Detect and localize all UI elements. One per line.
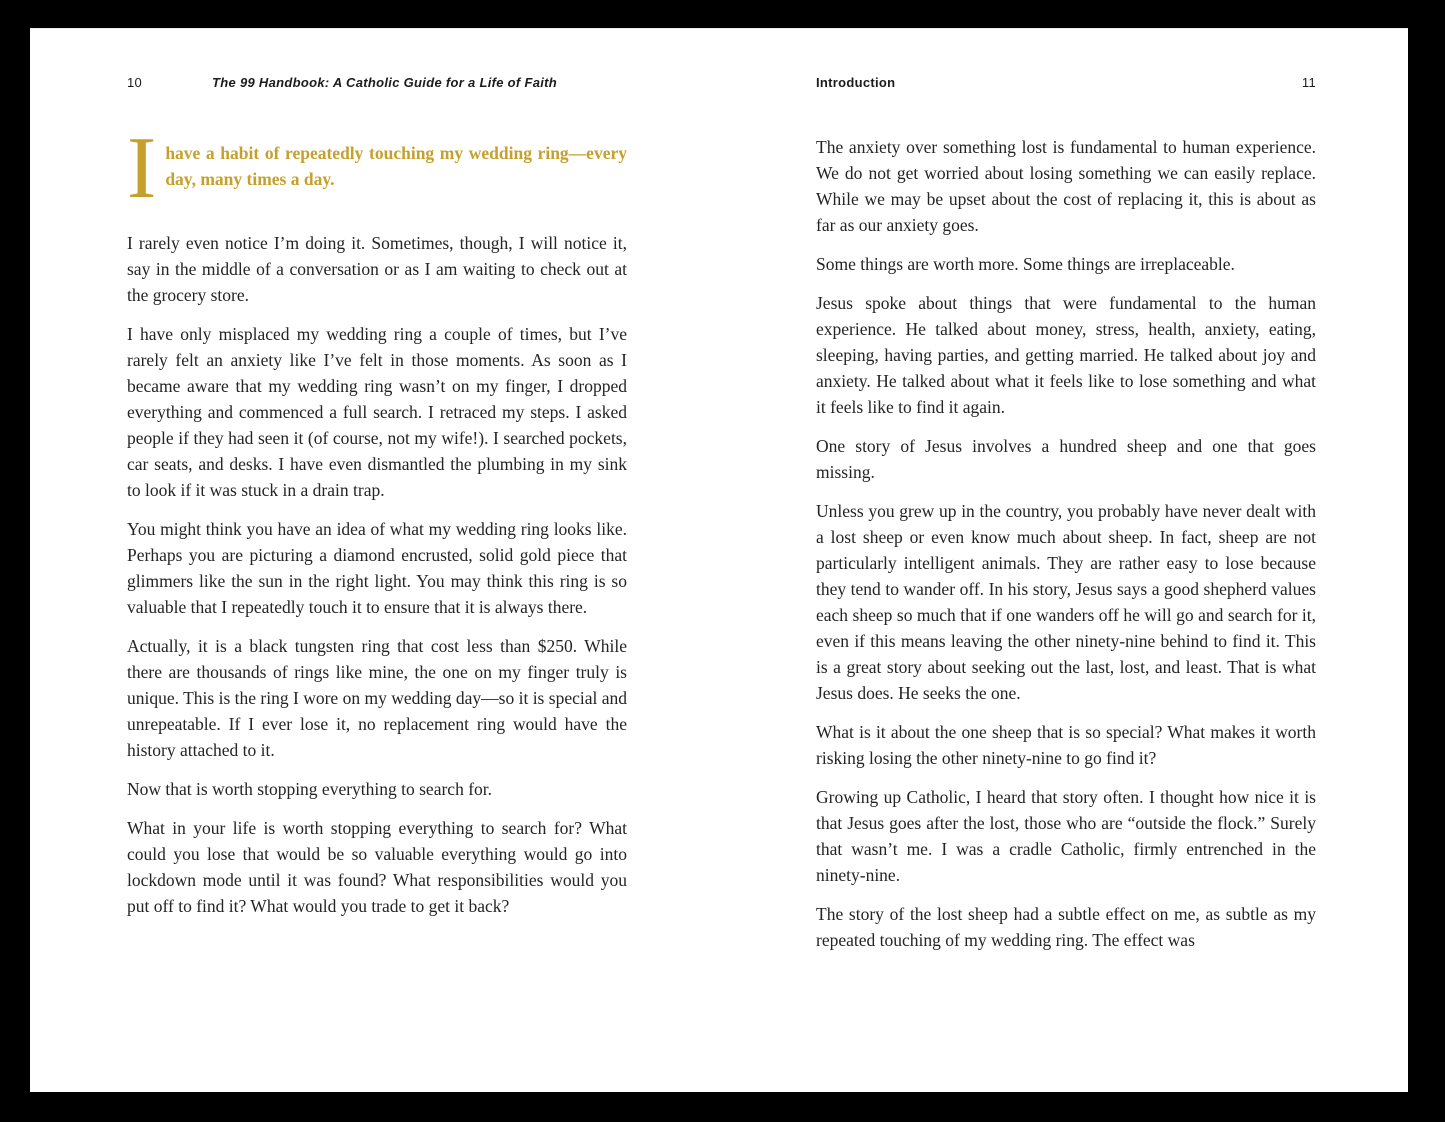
running-header-left xyxy=(127,75,627,90)
book-spread xyxy=(30,28,1408,1092)
paragraph: One story of Jesus involves a hundred sheep and one that goes missing. xyxy=(816,436,1316,482)
opening-line: have a habit of repeatedly touching my wedding ring—every day, many times a day. xyxy=(165,143,627,189)
paragraph: Now that is worth stopping everything to search for. xyxy=(127,779,493,799)
paragraph-list-left xyxy=(127,230,627,919)
paragraph: Growing up Catholic, I heard that story often. I thought how nice it is that Jesus goes after the lost, those who are “outside the flock.” Surely that wasn’t me. I was a cradle Catholic, firmly entrenched in the ninety-nine. xyxy=(816,787,1316,885)
paragraph: I have only misplaced my wedding ring a couple of times, but I’ve rarely felt an anxiety like I’ve felt in those moments. As soon as I became aware that my wedding ring wasn’t on my finger, I dropped everything and commenced a full search. I retraced my steps. I asked people if they had seen it (of course, not my wife!). I searched pockets, car seats, and desks. I have even dismantled the plumbing in my sink to look if it was stuck in a drain trap. xyxy=(127,324,627,500)
paragraph: I rarely even notice I’m doing it. Sometimes, though, I will notice it, say in the middle of a conversation or as I am waiting to check out at the grocery store. xyxy=(127,233,627,305)
paragraph: Unless you grew up in the country, you probably have never dealt with a lost sheep or even know much about sheep. In fact, sheep are not particularly intelligent animals. They are rather easy to lose because they tend to wander off. In his story, Jesus says a good shepherd values each sheep so much that if one wanders off he will go and search for it, even if this means leaving the other ninety-nine behind to find it. This is a great story about seeking out the last, lost, and least. That is what Jesus does. He seeks the one. xyxy=(816,501,1316,703)
page-right xyxy=(719,29,1408,1092)
chapter-title-running-header: Introduction xyxy=(816,75,896,90)
book-title-running-header: The 99 Handbook: A Catholic Guide for a Life of Faith xyxy=(212,75,558,90)
page-left xyxy=(30,29,719,1092)
page-body-right xyxy=(816,134,1316,953)
drop-cap: I xyxy=(127,120,157,217)
paragraph: Some things are worth more. Some things are irreplaceable. xyxy=(816,254,1235,274)
page-number-right: 11 xyxy=(1301,75,1316,90)
running-header-right xyxy=(816,75,1316,90)
paragraph: Jesus spoke about things that were fundamental to the human experience. He talked about money, stress, health, anxiety, eating, sleeping, having parties, and getting married. He talked about joy and anxiety. He talked about what it feels like to lose something and what it feels like to find it again. xyxy=(816,293,1316,417)
paragraph: The anxiety over something lost is fundamental to human experience. We do not get worried about losing something we can easily replace. While we may be upset about the cost of replacing it, this is about as far as our anxiety goes. xyxy=(816,137,1316,235)
paragraph-list-right xyxy=(816,134,1316,953)
paragraph: What in your life is worth stopping everything to search for? What could you lose that would be so valuable everything would go into lockdown mode until it was found? What responsibilities would you put off to find it? What would you trade to get it back? xyxy=(127,818,627,916)
paragraph: The story of the lost sheep had a subtle effect on me, as subtle as my repeated touching of my wedding ring. The effect was xyxy=(816,904,1316,950)
paragraph: What is it about the one sheep that is so special? What makes it worth risking losing the other ninety-nine to go find it? xyxy=(816,722,1316,768)
paragraph: You might think you have an idea of what my wedding ring looks like. Perhaps you are picturing a diamond encrusted, solid gold piece that glimmers like the sun in the right light. You may think this ring is so valuable that I repeatedly touch it to ensure that it is always there. xyxy=(127,519,627,617)
paragraph: Actually, it is a black tungsten ring that cost less than $250. While there are thousands of rings like mine, the one on my finger truly is unique. This is the ring I wore on my wedding day—so it is special and unrepeatable. If I ever lose it, no replacement ring would have the history attached to it. xyxy=(127,636,627,760)
chapter-opening xyxy=(127,120,627,217)
page-number-left: 10 xyxy=(127,75,143,90)
page-body-left xyxy=(127,120,627,919)
